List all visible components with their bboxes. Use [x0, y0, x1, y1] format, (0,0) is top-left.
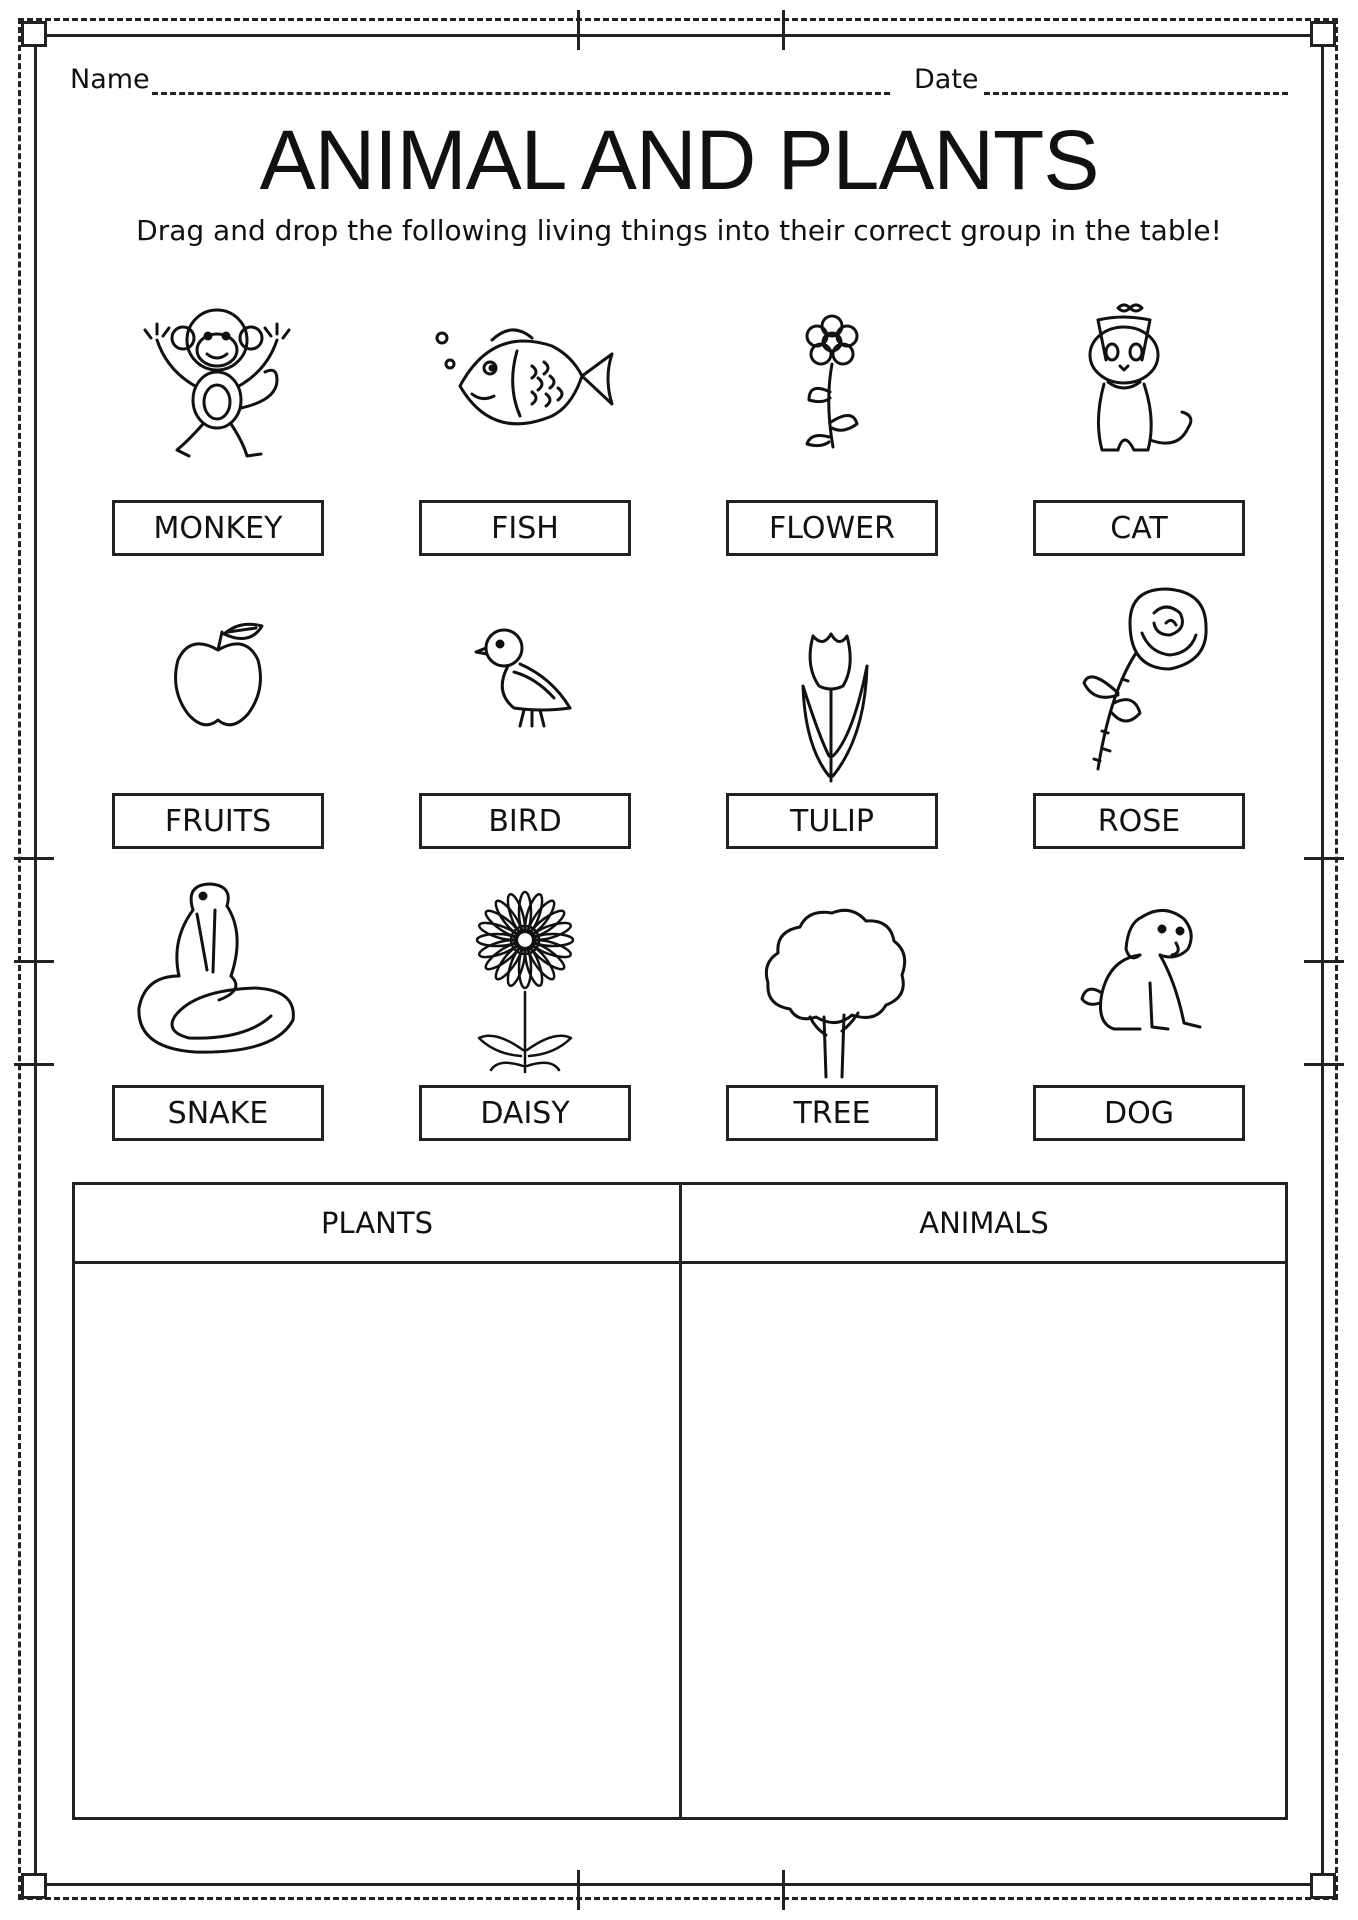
dog-icon [1080, 903, 1210, 1037]
label-card[interactable]: FRUITS [112, 793, 324, 849]
tulip-icon [795, 626, 870, 790]
label-card[interactable]: SNAKE [112, 1085, 324, 1141]
label-card[interactable]: DAISY [419, 1085, 631, 1141]
instructions: Drag and drop the following living things into their correct group in the table! [136, 214, 1222, 247]
plants-column-header: PLANTS [321, 1206, 433, 1240]
plants-drop-zone[interactable] [75, 1264, 679, 1817]
label-card[interactable]: ROSE [1033, 793, 1245, 849]
page-title: ANIMAL AND PLANTS [259, 113, 1099, 207]
daisy-icon [465, 880, 585, 1079]
date-field[interactable] [984, 92, 1288, 95]
label-card[interactable]: CAT [1033, 500, 1245, 556]
corner-square-bottom-left [21, 1873, 47, 1899]
border-tick [782, 1870, 785, 1910]
border-tick [577, 1870, 580, 1910]
bird-icon [474, 622, 574, 736]
border-tick [782, 10, 785, 50]
rose-icon [1070, 583, 1220, 777]
label-card[interactable]: TREE [726, 1085, 938, 1141]
border-tick [14, 857, 54, 860]
border-tick [1304, 1063, 1344, 1066]
border-tick [14, 1063, 54, 1066]
label-card[interactable]: MONKEY [112, 500, 324, 556]
monkey-icon [137, 300, 297, 469]
name-label: Name [70, 64, 150, 95]
border-tick [1304, 960, 1344, 963]
label-card[interactable]: FISH [419, 500, 631, 556]
corner-square-bottom-right [1310, 1873, 1336, 1899]
cat-icon [1078, 300, 1203, 464]
corner-square-top-right [1310, 21, 1336, 47]
animals-drop-zone[interactable] [682, 1264, 1286, 1817]
border-tick [14, 960, 54, 963]
flower-icon [795, 312, 870, 456]
label-card[interactable]: TULIP [726, 793, 938, 849]
sorting-table [72, 1182, 1288, 1820]
label-card[interactable]: FLOWER [726, 500, 938, 556]
animals-column-header: ANIMALS [919, 1206, 1049, 1240]
label-card[interactable]: DOG [1033, 1085, 1245, 1141]
name-field[interactable] [152, 92, 890, 95]
fish-icon [432, 316, 617, 450]
border-tick [1304, 857, 1344, 860]
date-label: Date [914, 64, 979, 95]
apple-icon [170, 620, 270, 734]
snake-icon [135, 880, 300, 1064]
border-tick [577, 10, 580, 50]
tree-icon [760, 905, 910, 1084]
corner-square-top-left [21, 21, 47, 47]
label-card[interactable]: BIRD [419, 793, 631, 849]
